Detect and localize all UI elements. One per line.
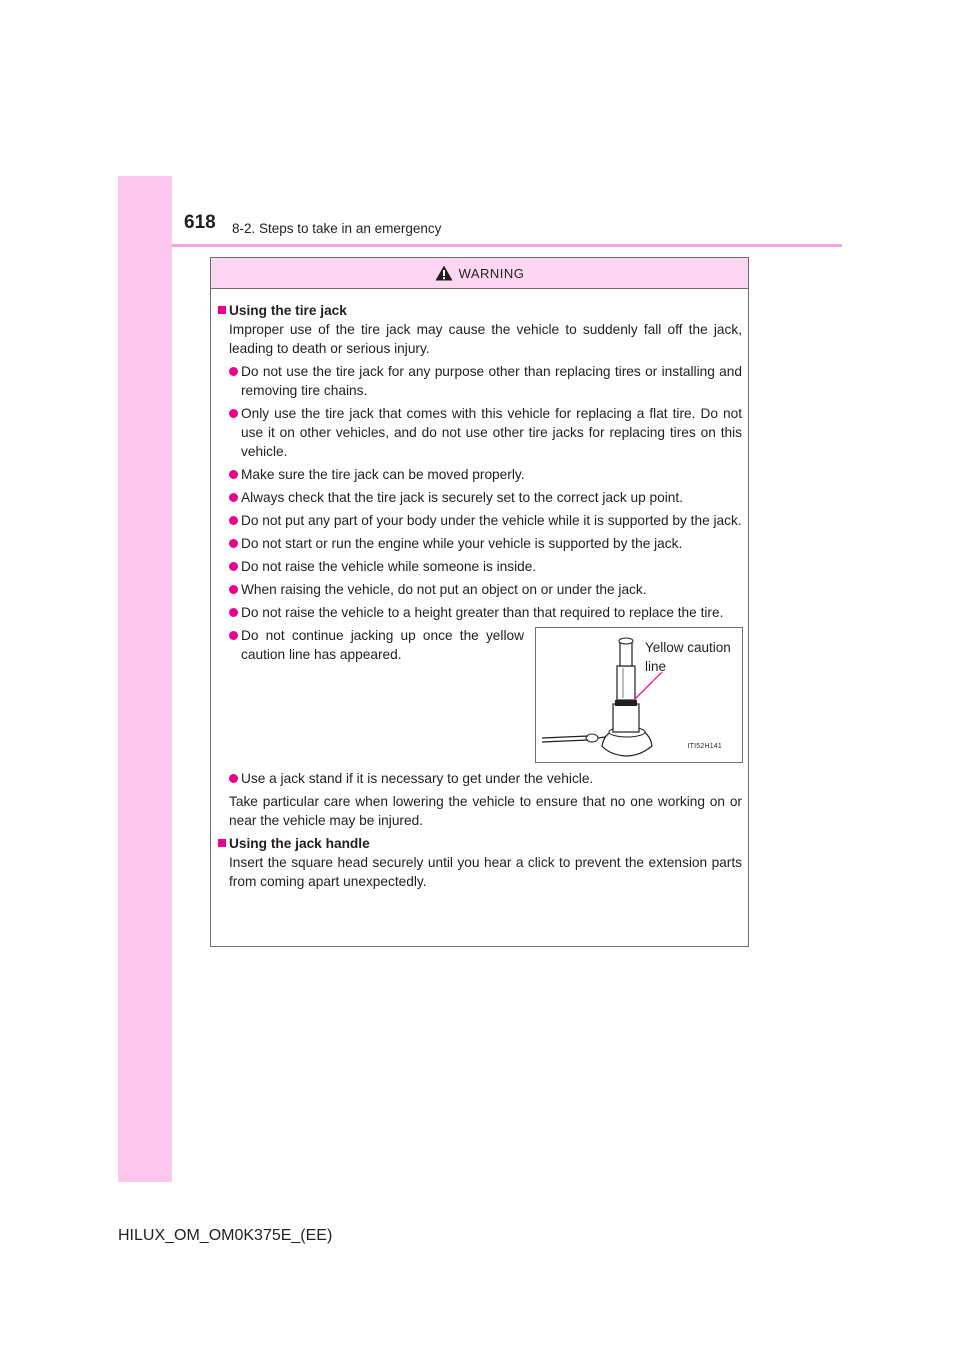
footer-code: HILUX_OM_OM0K375E_(EE) bbox=[118, 1227, 333, 1244]
list-item bbox=[218, 511, 742, 530]
list-item bbox=[218, 603, 742, 622]
bullet-dot-icon bbox=[229, 367, 238, 376]
jack-handle-heading bbox=[218, 834, 742, 853]
square-marker-icon bbox=[218, 306, 226, 314]
yellow-caution-line-label: Yellow caution line bbox=[645, 640, 731, 674]
jack-handle-text: Insert the square head securely until you hear a click to prevent the extension parts from coming apart unexpectedly. bbox=[229, 855, 742, 889]
tire-jack-intro: Improper use of the tire jack may cause the vehicle to suddenly fall off the jack, leading to death or serious injury. bbox=[229, 322, 742, 356]
bullet-text: Only use the tire jack that comes with this vehicle for replacing a flat tire. Do not use it on other vehicles, and do not use other tire jacks for replacing tires on this vehicle. bbox=[241, 406, 742, 459]
bullet-text: Do not use the tire jack for any purpose other than replacing tires or installing and removing tire chains. bbox=[241, 364, 742, 398]
list-item bbox=[218, 580, 742, 599]
bullet-dot-icon bbox=[229, 631, 238, 640]
bullet-text: Use a jack stand if it is necessary to get under the vehicle. bbox=[241, 771, 594, 786]
warning-body bbox=[211, 289, 748, 891]
bullet-text: Always check that the tire jack is securely set to the correct jack up point. bbox=[241, 490, 683, 505]
bullet-dot-icon bbox=[229, 516, 238, 525]
bullet-text: Do not continue jacking up once the yellow caution line has appeared. bbox=[241, 628, 524, 662]
caution-row bbox=[218, 626, 742, 763]
warning-header bbox=[211, 258, 748, 289]
tire-jack-heading bbox=[218, 301, 742, 320]
bullet-text: Make sure the tire jack can be moved properly. bbox=[241, 467, 525, 482]
figure-code: ITI52H141 bbox=[687, 743, 722, 750]
bullet-dot-icon bbox=[229, 562, 238, 571]
bullet-text: Do not raise the vehicle to a height greater than that required to replace the tire. bbox=[241, 605, 724, 620]
bullet-dot-icon bbox=[229, 493, 238, 502]
bullet-dot-icon bbox=[229, 585, 238, 594]
bullet-text: Do not raise the vehicle while someone is inside. bbox=[241, 559, 537, 574]
list-item bbox=[218, 626, 524, 763]
square-marker-icon bbox=[218, 839, 226, 847]
list-item bbox=[218, 362, 742, 400]
page-number: 618 bbox=[184, 212, 216, 233]
warning-triangle-icon bbox=[435, 265, 453, 281]
bullet-dot-icon bbox=[229, 470, 238, 479]
lowering-note: Take particular care when lowering the vehicle to ensure that no one working on or near the vehicle may be injured. bbox=[229, 794, 742, 828]
warning-title: WARNING bbox=[458, 265, 525, 281]
bullet-dot-icon bbox=[229, 608, 238, 617]
list-item bbox=[218, 488, 742, 507]
list-item bbox=[218, 404, 742, 461]
header-rule bbox=[172, 244, 842, 247]
list-item bbox=[218, 769, 742, 788]
bullet-text: Do not start or run the engine while your vehicle is supported by the jack. bbox=[241, 536, 683, 551]
section-title: 8-2. Steps to take in an emergency bbox=[232, 221, 442, 236]
bullet-dot-icon bbox=[229, 409, 238, 418]
list-item bbox=[218, 557, 742, 576]
side-tab bbox=[118, 176, 172, 1182]
list-item bbox=[218, 465, 742, 484]
bullet-dot-icon bbox=[229, 774, 238, 783]
bullet-dot-icon bbox=[229, 539, 238, 548]
jack-figure bbox=[535, 627, 743, 763]
warning-box bbox=[210, 257, 749, 947]
bullet-text: When raising the vehicle, do not put an object on or under the jack. bbox=[241, 582, 647, 597]
tire-jack-heading-text: Using the tire jack bbox=[229, 303, 347, 318]
list-item bbox=[218, 534, 742, 553]
bullet-text: Do not put any part of your body under the vehicle while it is supported by the jack. bbox=[241, 513, 742, 528]
jack-handle-heading-text: Using the jack handle bbox=[229, 836, 370, 851]
